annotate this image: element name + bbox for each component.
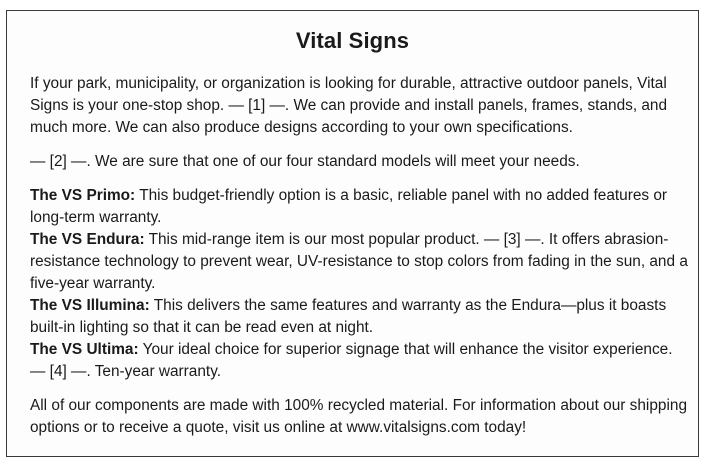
model-description: This budget-friendly option is a basic, reliable panel with no added features or long-term warranty.: [30, 187, 668, 226]
closing-paragraph: All of our components are made with 100% recycled material. For information about our shipping options or to receive a quote, visit us online at www.vitalsigns.com today!: [30, 397, 688, 436]
model-description: This delivers the same features and warranty as the Endura—plus it boasts built-in lighting so that it can be read even at night.: [30, 297, 667, 336]
document-body: [30, 73, 690, 439]
model-name: The VS Endura:: [30, 231, 145, 248]
model-name: The VS Ultima:: [30, 341, 139, 358]
model-name: The VS Primo:: [30, 187, 136, 204]
model-primo: [30, 185, 690, 229]
intro-paragraph: If your park, municipality, or organization is looking for durable, attractive outdoor panels, Vital Signs is your one-stop shop. — [1] —. We can provide and install panels, frames, stands, and much more. We can also produce designs according to your own specifications.: [30, 75, 668, 136]
model-endura: [30, 229, 690, 295]
paragraph-gap: [30, 173, 690, 185]
document-frame: [6, 10, 699, 457]
paragraph-gap: [30, 383, 690, 395]
model-illumina: [30, 295, 690, 339]
paragraph-gap: [30, 139, 690, 151]
model-description: Your ideal choice for superior signage that will enhance the visitor experience. — [4] —. Ten-year warranty.: [30, 341, 673, 380]
lead-paragraph: — [2] —. We are sure that one of our four standard models will meet your needs.: [30, 153, 580, 170]
document-title: Vital Signs: [295, 28, 410, 53]
model-name: The VS Illumina:: [30, 297, 150, 314]
model-description: This mid-range item is our most popular product. — [3] —. It offers abrasion-resistance technology to prevent wear, UV-resistance to stop colors from fading in the sun, and a five-year warranty.: [30, 231, 688, 292]
model-ultima: [30, 339, 690, 383]
